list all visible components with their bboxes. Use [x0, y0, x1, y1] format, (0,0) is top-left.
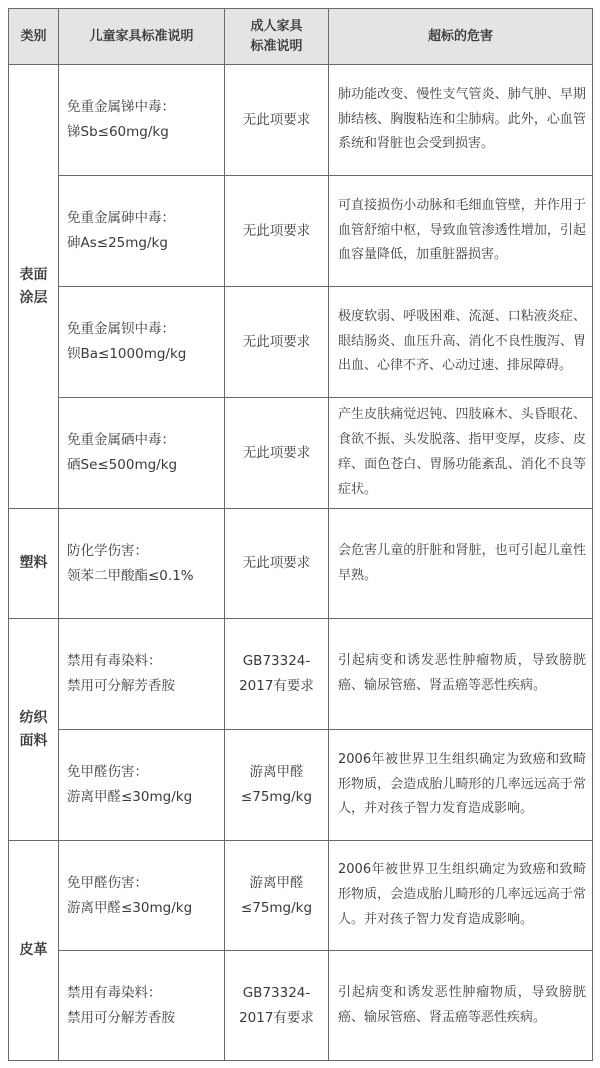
header-category: 类别	[9, 9, 59, 65]
child-standard-cell: 禁用有毒染料： 禁用可分解芳香胺	[59, 951, 225, 1061]
table-row	[9, 509, 593, 619]
harm-cell: 引起病变和诱发恶性肿瘤物质，导致膀胱癌、输尿管癌、肾盂癌等恶性疾病。	[329, 951, 593, 1061]
adult-standard-cell: 无此项要求	[225, 176, 329, 287]
child-standard-cell: 免重金属钡中毒： 钡Ba≤1000mg/kg	[59, 287, 225, 398]
category-coating: 表面 涂层	[9, 65, 59, 509]
header-row	[9, 9, 593, 65]
adult-standard-cell: 游离甲醛 ≤75mg/kg	[225, 730, 329, 841]
child-standard-cell: 免重金属锑中毒： 锑Sb≤60mg/kg	[59, 65, 225, 176]
header-child: 儿童家具标准说明	[59, 9, 225, 65]
table-row	[9, 398, 593, 509]
harm-cell: 会危害儿童的肝脏和肾脏，也可引起儿童性早熟。	[329, 509, 593, 619]
adult-standard-cell: GB73324- 2017有要求	[225, 951, 329, 1061]
child-standard-cell: 免重金属砷中毒： 砷As≤25mg/kg	[59, 176, 225, 287]
header-adult: 成人家具 标准说明	[225, 9, 329, 65]
child-standard-cell: 禁用有毒染料： 禁用可分解芳香胺	[59, 619, 225, 730]
adult-standard-cell: 无此项要求	[225, 287, 329, 398]
header-harm: 超标的危害	[329, 9, 593, 65]
adult-standard-cell: GB73324- 2017有要求	[225, 619, 329, 730]
category-plastic: 塑料	[9, 509, 59, 619]
harm-cell: 2006年被世界卫生组织确定为致癌和致畸形物质，会造成胎儿畸形的几率远远高于常人。并对孩子智力发育造成影响。	[329, 841, 593, 951]
table-row	[9, 841, 593, 951]
child-standard-cell: 免重金属硒中毒： 硒Se≤500mg/kg	[59, 398, 225, 509]
harm-cell: 引起病变和诱发恶性肿瘤物质，导致膀胱癌、输尿管癌、肾盂癌等恶性疾病。	[329, 619, 593, 730]
harm-cell: 可直接损伤小动脉和毛细血管壁，并作用于血管舒缩中枢，导致血管渗透性增加，引起血容量降低，加重脏器损害。	[329, 176, 593, 287]
table-row	[9, 619, 593, 730]
adult-standard-cell: 游离甲醛 ≤75mg/kg	[225, 841, 329, 951]
adult-standard-cell: 无此项要求	[225, 509, 329, 619]
table-row	[9, 287, 593, 398]
category-leather: 皮革	[9, 841, 59, 1061]
harm-cell: 极度软弱、呼吸困难、流涎、口粘液炎症、眼结肠炎、血压升高、消化不良性腹泻、胃出血、心律不齐、心动过速、排尿障碍。	[329, 287, 593, 398]
adult-standard-cell: 无此项要求	[225, 398, 329, 509]
harm-cell: 2006年被世界卫生组织确定为致癌和致畸形物质，会造成胎儿畸形的几率远远高于常人，并对孩子智力发育造成影响。	[329, 730, 593, 841]
table-row	[9, 951, 593, 1061]
harm-cell: 产生皮肤痛觉迟钝、四肢麻木、头昏眼花、食欲不振、头发脱落、指甲变厚，皮疹、皮痒、面色苍白、胃肠功能紊乱、消化不良等症状。	[329, 398, 593, 509]
adult-standard-cell: 无此项要求	[225, 65, 329, 176]
table-row	[9, 176, 593, 287]
table-row	[9, 65, 593, 176]
child-standard-cell: 免甲醛伤害： 游离甲醛≤30mg/kg	[59, 730, 225, 841]
child-standard-cell: 免甲醛伤害： 游离甲醛≤30mg/kg	[59, 841, 225, 951]
harm-cell: 肺功能改变、慢性支气管炎、肺气肿、早期肺结核、胸腹粘连和尘肺病。此外，心血管系统和肾脏也会受到损害。	[329, 65, 593, 176]
category-textile: 纺织 面料	[9, 619, 59, 841]
child-standard-cell: 防化学伤害： 领苯二甲酸酯≤0.1%	[59, 509, 225, 619]
table-row	[9, 730, 593, 841]
comparison-table	[8, 8, 593, 1061]
